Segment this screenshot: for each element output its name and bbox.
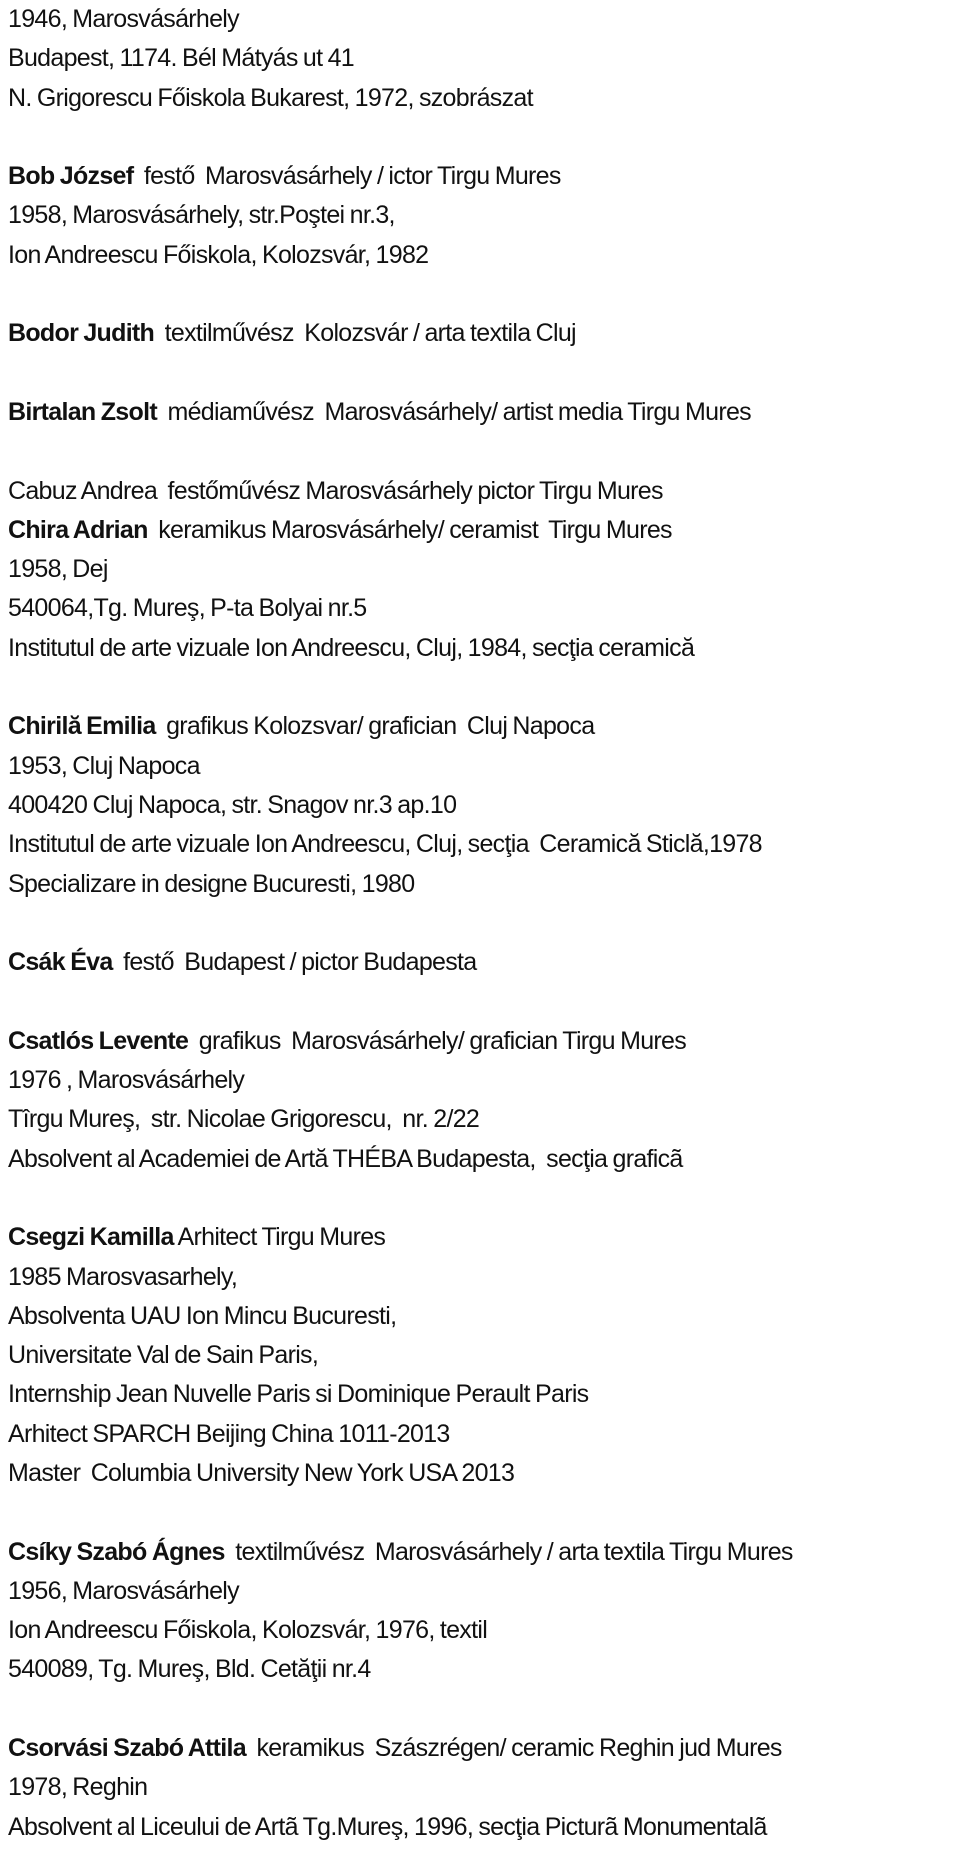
artist-title: grafikus Kolozsvar/ grafician Cluj Napoca bbox=[155, 712, 595, 741]
entry-detail-line: 1958, Dej bbox=[8, 555, 108, 584]
entry-detail-line: Arhitect SPARCH Beijing China 1011-2013 bbox=[8, 1419, 450, 1448]
entry bbox=[8, 943, 953, 982]
entry bbox=[8, 472, 953, 668]
entry-heading bbox=[8, 1022, 953, 1061]
artist-title: festő Marosvásárhely / ictor Tirgu Mures bbox=[133, 162, 561, 191]
artist-title: Arhitect Tirgu Mures bbox=[173, 1223, 386, 1252]
artist-name: Csegzi Kamilla bbox=[8, 1223, 174, 1252]
entry-detail-line: 400420 Cluj Napoca, str. Snagov nr.3 ap.10 bbox=[8, 790, 457, 819]
spacer bbox=[8, 275, 953, 314]
artist-name: Csíky Szabó Ágnes bbox=[8, 1537, 225, 1566]
entry-heading bbox=[8, 157, 953, 196]
artist-name: Birtalan Zsolt bbox=[8, 397, 157, 426]
entry bbox=[8, 707, 953, 903]
artist-name: Csorvási Szabó Attila bbox=[8, 1734, 246, 1763]
entry-heading bbox=[8, 943, 953, 982]
entry bbox=[8, 393, 953, 432]
entry-detail-line: Absolventa UAU Ion Mincu Bucuresti, bbox=[8, 1301, 397, 1330]
artist-title: festő Budapest / pictor Budapesta bbox=[112, 948, 477, 977]
entry bbox=[8, 314, 953, 353]
document-body bbox=[8, 0, 953, 1847]
artist-name: Bodor Judith bbox=[8, 319, 155, 348]
spacer bbox=[8, 1493, 953, 1532]
entry-heading bbox=[8, 1729, 953, 1768]
artist-name: Csák Éva bbox=[8, 948, 113, 977]
entry-detail-line: 1985 Marosvasarhely, bbox=[8, 1262, 238, 1291]
artist-title: textilművész Marosvásárhely / arta textila Tirgu Mures bbox=[224, 1537, 793, 1566]
entry bbox=[8, 1729, 953, 1847]
entry-detail-line: Institutul de arte vizuale Ion Andreescu, Cluj, secţia Ceramică Sticlă,1978 bbox=[8, 830, 762, 859]
entry-heading bbox=[8, 707, 953, 746]
artist-name: Chira Adrian bbox=[8, 515, 148, 544]
entry-detail-line: N. Grigorescu Főiskola Bukarest, 1972, szobrászat bbox=[8, 83, 533, 112]
artist-title: keramikus Marosvásárhely/ ceramist Tirgu Mures bbox=[147, 515, 672, 544]
spacer bbox=[8, 432, 953, 471]
entry-detail-line: 1978, Reghin bbox=[8, 1773, 148, 1802]
spacer bbox=[8, 1179, 953, 1218]
entry-detail-line: 540064,Tg. Mureş, P-ta Bolyai nr.5 bbox=[8, 594, 367, 623]
entry-detail-line: 1953, Cluj Napoca bbox=[8, 751, 200, 780]
entry-detail-line: 1946, Marosvásárhely bbox=[8, 5, 239, 33]
artist-name: Bob József bbox=[8, 162, 134, 191]
spacer bbox=[8, 668, 953, 707]
entry-detail-line: Ion Andreescu Főiskola, Kolozsvár, 1982 bbox=[8, 240, 429, 269]
entry-heading bbox=[8, 1533, 953, 1572]
artist-title: textilművész Kolozsvár / arta textila Cluj bbox=[154, 319, 576, 348]
spacer bbox=[8, 904, 953, 943]
artist-title: médiaművész Marosvásárhely/ artist media Tirgu Mures bbox=[156, 397, 751, 426]
entry-detail-line: 540089, Tg. Mureş, Bld. Cetăţii nr.4 bbox=[8, 1655, 371, 1684]
artist-title: keramikus Szászrégen/ ceramic Reghin jud Mures bbox=[246, 1734, 782, 1763]
entry bbox=[8, 1022, 953, 1179]
artist-name: Csatlós Levente bbox=[8, 1026, 189, 1055]
artist-name: Chirilă Emilia bbox=[8, 712, 156, 741]
entry-heading bbox=[8, 511, 953, 550]
entry-detail-line: Budapest, 1174. Bél Mátyás ut 41 bbox=[8, 44, 354, 73]
entry-heading bbox=[8, 314, 953, 353]
entry-detail-line: Institutul de arte vizuale Ion Andreescu, Cluj, 1984, secţia ceramică bbox=[8, 633, 695, 662]
entry-detail-line: Tîrgu Mureş, str. Nicolae Grigorescu, nr. 2/22 bbox=[8, 1105, 480, 1134]
entry-detail-line: Ion Andreescu Főiskola, Kolozsvár, 1976, textil bbox=[8, 1616, 488, 1645]
entry-detail-line: 1958, Marosvásárhely, str.Poştei nr.3, bbox=[8, 201, 395, 230]
entry bbox=[8, 157, 953, 275]
entry bbox=[8, 0, 953, 118]
entry-detail-line: Internship Jean Nuvelle Paris si Dominique Perault Paris bbox=[8, 1380, 589, 1409]
entry-detail-line: 1976 , Marosvásárhely bbox=[8, 1066, 245, 1095]
entry-detail-line: Universitate Val de Sain Paris, bbox=[8, 1341, 319, 1370]
entry-detail-line: Specializare in designe Bucuresti, 1980 bbox=[8, 869, 415, 898]
entry bbox=[8, 1533, 953, 1690]
entry-detail-line: Absolvent al Liceului de Artã Tg.Mureş, 1996, secţia Picturã Monumentalã bbox=[8, 1812, 767, 1841]
entry-detail-line: 1956, Marosvásárhely bbox=[8, 1576, 239, 1605]
entry-heading bbox=[8, 393, 953, 432]
entry-heading bbox=[8, 1218, 953, 1257]
entry-detail-line: Absolvent al Academiei de Artă THÉBA Budapesta, secţia graficã bbox=[8, 1144, 683, 1173]
entry bbox=[8, 1218, 953, 1493]
entry-detail-line: Master Columbia University New York USA 2013 bbox=[8, 1458, 515, 1487]
spacer bbox=[8, 118, 953, 157]
spacer bbox=[8, 354, 953, 393]
spacer bbox=[8, 1690, 953, 1729]
entry-heading-plain: Cabuz Andrea festőművész Marosvásárhely pictor Tirgu Mures bbox=[8, 476, 663, 505]
artist-title: grafikus Marosvásárhely/ grafician Tirgu Mures bbox=[188, 1026, 687, 1055]
spacer bbox=[8, 982, 953, 1021]
